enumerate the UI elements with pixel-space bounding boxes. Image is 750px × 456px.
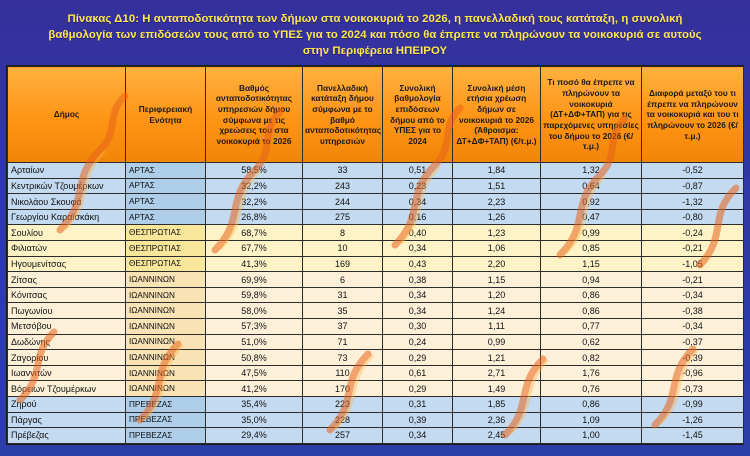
cell-regional-unit: ΑΡΤΑΣ xyxy=(126,163,206,179)
cell-score: 68,7% xyxy=(206,225,303,241)
cell-ypes-score: 0,34 xyxy=(383,194,453,210)
cell-difference: -0,37 xyxy=(642,334,744,350)
cell-should-pay: 0,92 xyxy=(541,194,642,210)
cell-score: 35,0% xyxy=(206,412,303,428)
cell-total-charge: 2,36 xyxy=(453,412,541,428)
cell-score: 69,9% xyxy=(206,272,303,288)
cell-municipality: Ηγουμενίτσας xyxy=(8,256,126,272)
cell-rank: 35 xyxy=(303,303,383,319)
col-header-rank: Πανελλαδική κατάταξη δήμου σύμφωνα με το βαθμό ανταποδοτικότητας υπηρεσιών xyxy=(303,67,383,163)
cell-municipality: Γεωργίου Καραϊσκάκη xyxy=(8,209,126,225)
cell-should-pay: 1,15 xyxy=(541,256,642,272)
cell-total-charge: 1,11 xyxy=(453,319,541,335)
cell-should-pay: 0,99 xyxy=(541,225,642,241)
cell-ypes-score: 0,38 xyxy=(383,272,453,288)
cell-municipality: Κόνιτσας xyxy=(8,287,126,303)
cell-difference: -0,21 xyxy=(642,272,744,288)
cell-total-charge: 1,84 xyxy=(453,163,541,179)
cell-score: 32,2% xyxy=(206,178,303,194)
data-table xyxy=(7,66,744,444)
cell-municipality: Αρταίων xyxy=(8,163,126,179)
table-row xyxy=(8,241,744,257)
cell-rank: 31 xyxy=(303,287,383,303)
cell-regional-unit: ΙΩΑΝΝΙΝΩΝ xyxy=(126,381,206,397)
table-row xyxy=(8,256,744,272)
cell-difference: -0,87 xyxy=(642,178,744,194)
table-body xyxy=(8,163,744,444)
cell-total-charge: 2,71 xyxy=(453,365,541,381)
cell-should-pay: 0,47 xyxy=(541,209,642,225)
table-row xyxy=(8,428,744,444)
table-row xyxy=(8,163,744,179)
cell-score: 32,2% xyxy=(206,194,303,210)
cell-regional-unit: ΘΕΣΠΡΩΤΙΑΣ xyxy=(126,241,206,257)
cell-score: 41,3% xyxy=(206,256,303,272)
cell-total-charge: 1,51 xyxy=(453,178,541,194)
cell-should-pay: 0,86 xyxy=(541,287,642,303)
table-row xyxy=(8,209,744,225)
cell-difference: -0,21 xyxy=(642,241,744,257)
cell-should-pay: 0,64 xyxy=(541,178,642,194)
cell-regional-unit: ΙΩΑΝΝΙΝΩΝ xyxy=(126,287,206,303)
cell-should-pay: 1,32 xyxy=(541,163,642,179)
cell-rank: 73 xyxy=(303,350,383,366)
table-row xyxy=(8,194,744,210)
cell-should-pay: 0,85 xyxy=(541,241,642,257)
cell-ypes-score: 0,61 xyxy=(383,365,453,381)
cell-ypes-score: 0,29 xyxy=(383,350,453,366)
cell-total-charge: 1,21 xyxy=(453,350,541,366)
cell-total-charge: 1,24 xyxy=(453,303,541,319)
cell-total-charge: 1,20 xyxy=(453,287,541,303)
data-table-container xyxy=(6,65,744,445)
title-line-2: βαθμολογία των επιδόσεών τους από το ΥΠΕΣ για το 2024 και πόσο θα έπρεπε να πληρώνουν τα νοικοκυριά σε αυτούς xyxy=(48,29,702,42)
cell-difference: -0,99 xyxy=(642,397,744,413)
cell-regional-unit: ΙΩΑΝΝΙΝΩΝ xyxy=(126,272,206,288)
title-line-1: Πίνακας Δ10: Η ανταποδοτικότητα των δήμων στα νοικοκυριά το 2026, η πανελλαδική τους κατάταξη, η συνολική xyxy=(67,13,683,25)
cell-ypes-score: 0,51 xyxy=(383,163,453,179)
table-header xyxy=(8,67,744,163)
table-row xyxy=(8,350,744,366)
cell-score: 57,3% xyxy=(206,319,303,335)
cell-should-pay: 0,62 xyxy=(541,334,642,350)
cell-ypes-score: 0,34 xyxy=(383,287,453,303)
cell-should-pay: 0,94 xyxy=(541,272,642,288)
cell-total-charge: 2,45 xyxy=(453,428,541,444)
table-row xyxy=(8,178,744,194)
cell-regional-unit: ΙΩΑΝΝΙΝΩΝ xyxy=(126,365,206,381)
cell-ypes-score: 0,43 xyxy=(383,256,453,272)
cell-total-charge: 1,49 xyxy=(453,381,541,397)
cell-municipality: Ιωαννιτών xyxy=(8,365,126,381)
cell-should-pay: 1,00 xyxy=(541,428,642,444)
cell-regional-unit: ΠΡΕΒΕΖΑΣ xyxy=(126,428,206,444)
table-row xyxy=(8,365,744,381)
table-row xyxy=(8,412,744,428)
table-row xyxy=(8,397,744,413)
cell-ypes-score: 0,23 xyxy=(383,178,453,194)
cell-municipality: Ζίτσας xyxy=(8,272,126,288)
cell-score: 41,2% xyxy=(206,381,303,397)
table-row xyxy=(8,334,744,350)
cell-rank: 243 xyxy=(303,178,383,194)
cell-difference: -0,34 xyxy=(642,287,744,303)
cell-rank: 110 xyxy=(303,365,383,381)
cell-rank: 10 xyxy=(303,241,383,257)
cell-ypes-score: 0,34 xyxy=(383,428,453,444)
title-line-3: στην Περιφέρεια ΗΠΕΙΡΟΥ xyxy=(302,45,448,58)
cell-total-charge: 1,85 xyxy=(453,397,541,413)
cell-total-charge: 1,23 xyxy=(453,225,541,241)
cell-regional-unit: ΘΕΣΠΡΩΤΙΑΣ xyxy=(126,225,206,241)
cell-regional-unit: ΙΩΑΝΝΙΝΩΝ xyxy=(126,319,206,335)
cell-regional-unit: ΠΡΕΒΕΖΑΣ xyxy=(126,412,206,428)
cell-rank: 170 xyxy=(303,381,383,397)
cell-should-pay: 0,76 xyxy=(541,381,642,397)
col-header-regional-unit: Περιφερειακή Ενότητα xyxy=(126,67,206,163)
cell-total-charge: 2,20 xyxy=(453,256,541,272)
cell-rank: 228 xyxy=(303,412,383,428)
cell-regional-unit: ΠΡΕΒΕΖΑΣ xyxy=(126,397,206,413)
cell-score: 35,4% xyxy=(206,397,303,413)
cell-regional-unit: ΙΩΑΝΝΙΝΩΝ xyxy=(126,303,206,319)
cell-difference: -0,34 xyxy=(642,319,744,335)
cell-regional-unit: ΑΡΤΑΣ xyxy=(126,209,206,225)
cell-difference: -0,38 xyxy=(642,303,744,319)
cell-difference: -1,26 xyxy=(642,412,744,428)
cell-should-pay: 0,86 xyxy=(541,303,642,319)
cell-ypes-score: 0,16 xyxy=(383,209,453,225)
cell-total-charge: 2,23 xyxy=(453,194,541,210)
cell-difference: -0,24 xyxy=(642,225,744,241)
cell-ypes-score: 0,34 xyxy=(383,241,453,257)
cell-ypes-score: 0,24 xyxy=(383,334,453,350)
cell-total-charge: 1,15 xyxy=(453,272,541,288)
cell-ypes-score: 0,39 xyxy=(383,412,453,428)
cell-ypes-score: 0,34 xyxy=(383,303,453,319)
cell-regional-unit: ΑΡΤΑΣ xyxy=(126,178,206,194)
cell-regional-unit: ΙΩΑΝΝΙΝΩΝ xyxy=(126,350,206,366)
cell-difference: -1,05 xyxy=(642,256,744,272)
cell-difference: -0,52 xyxy=(642,163,744,179)
cell-ypes-score: 0,31 xyxy=(383,397,453,413)
col-header-total-charge: Συνολική μέση ετήσια χρέωση δήμων σε νοικοκυριά το 2026 (Άθροισμα: ΔΤ+ΔΦ+ΤΑΠ) (€/τ.μ.) xyxy=(453,67,541,163)
cell-regional-unit: ΑΡΤΑΣ xyxy=(126,194,206,210)
cell-score: 51,0% xyxy=(206,334,303,350)
cell-municipality: Πρέβεζας xyxy=(8,428,126,444)
cell-regional-unit: ΙΩΑΝΝΙΝΩΝ xyxy=(126,334,206,350)
col-header-municipality: Δήμος xyxy=(8,67,126,163)
cell-score: 58,5% xyxy=(206,163,303,179)
cell-rank: 257 xyxy=(303,428,383,444)
cell-municipality: Πάργας xyxy=(8,412,126,428)
table-row xyxy=(8,272,744,288)
cell-regional-unit: ΘΕΣΠΡΩΤΙΑΣ xyxy=(126,256,206,272)
cell-rank: 8 xyxy=(303,225,383,241)
cell-municipality: Νικολάου Σκουφά xyxy=(8,194,126,210)
col-header-ypes-score: Συνολική βαθμολογία επιδόσεων δήμου από το ΥΠΕΣ για το 2024 xyxy=(383,67,453,163)
table-title xyxy=(6,6,744,65)
col-header-score: Βαθμός ανταποδοτικότητας υπηρεσιών δήμου σύμφωνα με τις χρεώσεις του στα νοικοκυριά το 2026 xyxy=(206,67,303,163)
cell-should-pay: 1,76 xyxy=(541,365,642,381)
cell-municipality: Σουλίου xyxy=(8,225,126,241)
col-header-difference: Διαφορά μεταξύ του τι έπρεπε να πληρώνουν τα νοικοκυριά και του τι πληρώνουν το 2026 (€/τ.μ.) xyxy=(642,67,744,163)
cell-rank: 71 xyxy=(303,334,383,350)
cell-municipality: Κεντρικών Τζουμέρκων xyxy=(8,178,126,194)
cell-difference: -0,39 xyxy=(642,350,744,366)
cell-ypes-score: 0,29 xyxy=(383,381,453,397)
cell-rank: 223 xyxy=(303,397,383,413)
table-row xyxy=(8,319,744,335)
cell-rank: 33 xyxy=(303,163,383,179)
cell-ypes-score: 0,40 xyxy=(383,225,453,241)
cell-rank: 6 xyxy=(303,272,383,288)
cell-difference: -0,73 xyxy=(642,381,744,397)
cell-score: 67,7% xyxy=(206,241,303,257)
cell-difference: -0,96 xyxy=(642,365,744,381)
cell-total-charge: 1,06 xyxy=(453,241,541,257)
cell-municipality: Ζηρού xyxy=(8,397,126,413)
cell-rank: 244 xyxy=(303,194,383,210)
cell-difference: -1,45 xyxy=(642,428,744,444)
header-row xyxy=(8,67,744,163)
cell-municipality: Δωδώνης xyxy=(8,334,126,350)
cell-municipality: Μετσόβου xyxy=(8,319,126,335)
cell-rank: 37 xyxy=(303,319,383,335)
cell-total-charge: 0,99 xyxy=(453,334,541,350)
cell-municipality: Ζαγορίου xyxy=(8,350,126,366)
cell-score: 47,5% xyxy=(206,365,303,381)
cell-should-pay: 0,77 xyxy=(541,319,642,335)
cell-score: 29,4% xyxy=(206,428,303,444)
cell-should-pay: 0,82 xyxy=(541,350,642,366)
cell-difference: -0,80 xyxy=(642,209,744,225)
cell-should-pay: 0,86 xyxy=(541,397,642,413)
col-header-should-pay: Τι ποσό θα έπρεπε να πληρώνουν τα νοικοκυριά (ΔΤ+ΔΦ+ΤΑΠ) για τις παρεχόμενες υπηρεσίες του δήμου το 2026 (€/τ.μ.) xyxy=(541,67,642,163)
cell-rank: 275 xyxy=(303,209,383,225)
table-row xyxy=(8,225,744,241)
cell-ypes-score: 0,30 xyxy=(383,319,453,335)
table-row xyxy=(8,381,744,397)
table-row xyxy=(8,303,744,319)
cell-should-pay: 1,09 xyxy=(541,412,642,428)
cell-municipality: Βόρειων Τζουμέρκων xyxy=(8,381,126,397)
cell-difference: -1,32 xyxy=(642,194,744,210)
table-row xyxy=(8,287,744,303)
cell-score: 58,0% xyxy=(206,303,303,319)
cell-score: 59,8% xyxy=(206,287,303,303)
cell-rank: 169 xyxy=(303,256,383,272)
cell-municipality: Φιλιατών xyxy=(8,241,126,257)
cell-score: 26,8% xyxy=(206,209,303,225)
cell-total-charge: 1,26 xyxy=(453,209,541,225)
cell-score: 50,8% xyxy=(206,350,303,366)
cell-municipality: Πωγωνίου xyxy=(8,303,126,319)
